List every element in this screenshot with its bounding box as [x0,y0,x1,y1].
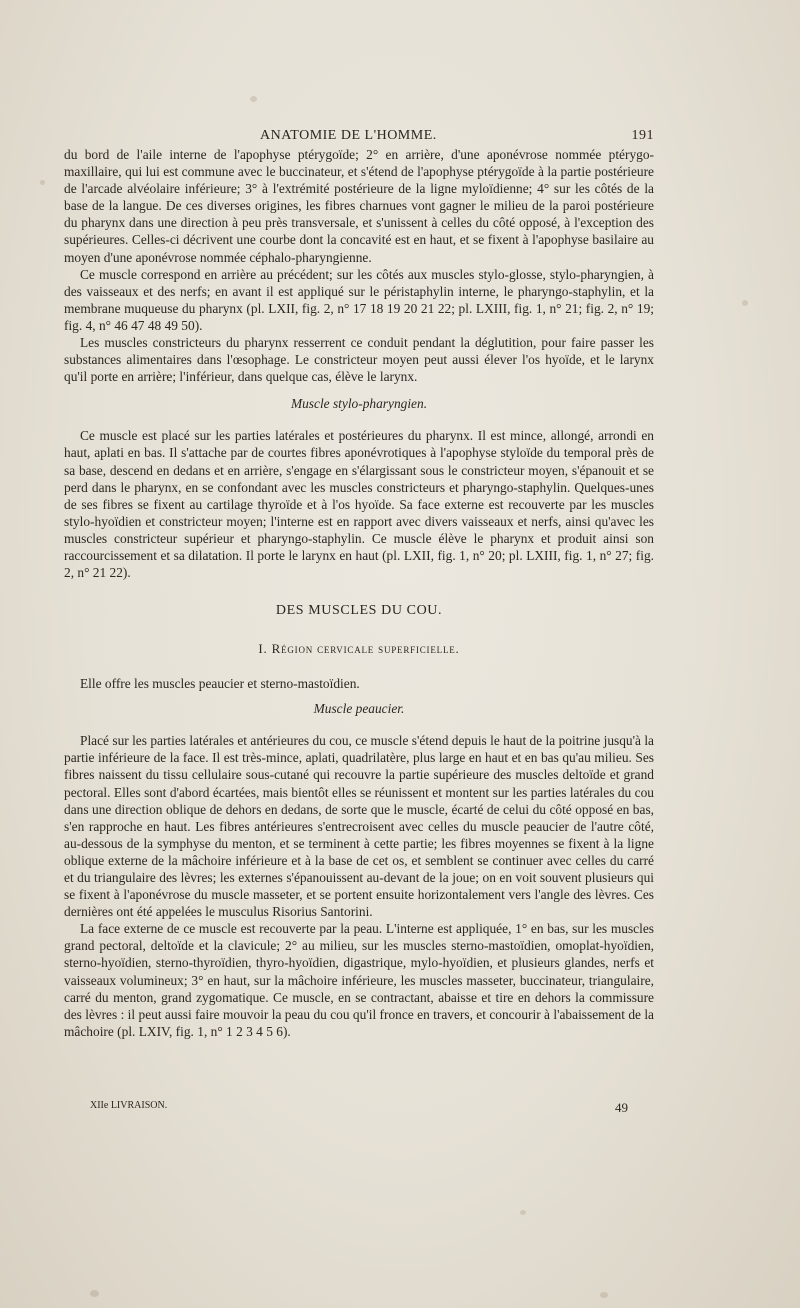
region-title [64,641,654,657]
section-title-cou: DES MUSCLES DU COU. [275,603,443,619]
paragraph-region-intro: Elle offre les muscles peaucier et sterno-mastoïdien. [80,676,360,692]
foxing-spot [600,1292,608,1298]
signature-mark: 49 [615,1100,628,1115]
text-column [64,128,654,1040]
paragraph-continued: du bord de l'aile interne de l'apophyse ptérygoïde; 2° en arrière, d'une aponévrose nommée ptérygo-maxillaire, qui lui est commune avec le buccinateur, et s'étend de l'apophyse ptérygoïde à la partie postérieure de l'arcade alvéolaire inférieure; 3° à l'extrémité postérieure de la ligne myloïdienne; 4° sur les côtés de la base de la langue. De ces diverses origines, les fibres charnues vont gagner le milieu de la paroi postérieure du pharynx dans une direction à peu près transversale, et s'unissent à celles du côté opposé, à l'exception des supérieures. Celles-ci décrivent une courbe dont la concavité est en haut, et se fixent à l'apophyse basilaire au moyen d'une aponévrose nommée céphalo-pharyngienne. [64,147,654,265]
livraison-mark: XIIe LIVRAISON. [90,1100,168,1111]
foxing-spot [520,1210,526,1215]
page-title: ANATOMIE DE L'HOMME. [260,128,437,143]
foxing-spot [90,1290,99,1297]
paragraph-peaucier-description: Placé sur les parties latérales et antérieures du cou, ce muscle s'étend depuis le haut de la poitrine jusqu'à la partie inférieure de la face. Il est très-mince, aplati, quadrilatère, plus large en haut et en bas qu'au milieu. Ses fibres naissent du tissu cellulaire sous-cutané qui recouvre la partie supérieure des muscles deltoïde et grand pectoral. Elles sont d'abord écartées, mais bientôt elles se réunissent et montent sur les parties latérales du cou dans une direction oblique de dehors en dedans, de sorte que le muscle, écarté de celui du côté opposé en bas, s'en rapproche en haut. Les fibres antérieures s'entrecroisent avec celles du muscle peaucier de l'autre côté, au-dessous de la symphyse du menton, et se terminent à cette partie; les fibres moyennes se fixent à la ligne oblique externe de la mâchoire inférieure et à la base de cet os, et semblent se continuer avec celles du carré et du triangulaire des lèvres; les externes s'épanouissent au-devant de la joue; on en voit souvent plusieurs qui se fixent à l'aponévrose du muscle masseter, et se portent ensuite horizontalement vers l'angle des lèvres. Ces dernières ont été appelées le musculus Risorius Santorini. [64,733,654,920]
paragraph-relations: Ce muscle correspond en arrière au précédent; sur les côtés aux muscles stylo-glosse, stylo-pharyngien, à des vaisseaux et des nerfs; en avant il est appliqué sur le péristaphylin interne, le pharyngo-staphylin, et la membrane muqueuse du pharynx (pl. LXII, fig. 2, n° 17 18 19 20 21 22; pl. LXIII, fig. 1, n° 21; fig. 2, n° 19; fig. 4, n° 46 47 48 49 50). [64,266,654,333]
heading-stylo-pharyngien: Muscle stylo-pharyngien. [290,396,428,412]
paragraph-stylo-pharyngien: Ce muscle est placé sur les parties latérales et postérieures du pharynx. Il est mince, allongé, arrondi en haut, aplati en bas. Il s'attache par de courtes fibres aponévrotiques à l'apophyse styloïde du temporal près de sa base, descend en dedans et en arrière, s'engage en s'élargissant sous le constricteur moyen, s'épanouit et se perd dans le pharynx, en se confondant avec les muscles constricteurs et pharyngo-staphylin. Quelques-unes de ses fibres se fixent au cartilage thyroïde et à l'os hyoïde. Sa face externe est recouverte par les muscles stylo-hyoïdien et constricteur moyen; l'interne est en rapport avec divers vaisseaux et nerfs, ainsi qu'avec les muscles constricteur supérieur et pharyngo-staphylin. Ce muscle élève le pharynx et produit ainsi son raccourcissement et sa dilatation. Il porte le larynx en haut (pl. LXII, fig. 1, n° 20; pl. LXIII, fig. 1, n° 27; fig. 2, n° 21 22). [64,428,654,581]
running-head [64,128,654,146]
page-footer [90,1100,628,1116]
paragraph-peaucier-relations: La face externe de ce muscle est recouverte par la peau. L'interne est appliquée, 1° en bas, sur les muscles grand pectoral, deltoïde et la clavicule; 2° au milieu, sur les muscles sterno-mastoïdien, omoplat-hyoïdien, sterno-hyoïdien, sterno-thyroïdien, thyro-hyoïdien, digastrique, mylo-hyoïdien, et plusieurs glandes, nerfs et vaisseaux volumineux; 3° en haut, sur la mâchoire inférieure, les muscles masseter, buccinateur, triangulaire, carré du menton, grand zygomatique. Ce muscle, en se contractant, abaisse et tire en dehors la commissure des lèvres : il peut aussi faire mouvoir la peau du cou qu'il fronce en travers, et concourir à l'abaissement de la mâchoire (pl. LXIV, fig. 1, n° 1 2 3 4 5 6). [64,921,654,1039]
region-title-text: I. Région cervicale superficielle. [258,641,460,657]
foxing-spot [742,300,748,306]
page-number: 191 [631,128,654,143]
heading-peaucier: Muscle peaucier. [313,701,405,717]
paragraph-function: Les muscles constricteurs du pharynx resserrent ce conduit pendant la déglutition, pour faire passer les substances alimentaires dans l'œsophage. Le constricteur moyen peut aussi élever l'os hyoïde, et le larynx qu'il porte en arrière; l'inférieur, dans quelque cas, élève le larynx. [64,335,654,385]
foxing-spot [250,96,257,102]
foxing-spot [40,180,45,185]
